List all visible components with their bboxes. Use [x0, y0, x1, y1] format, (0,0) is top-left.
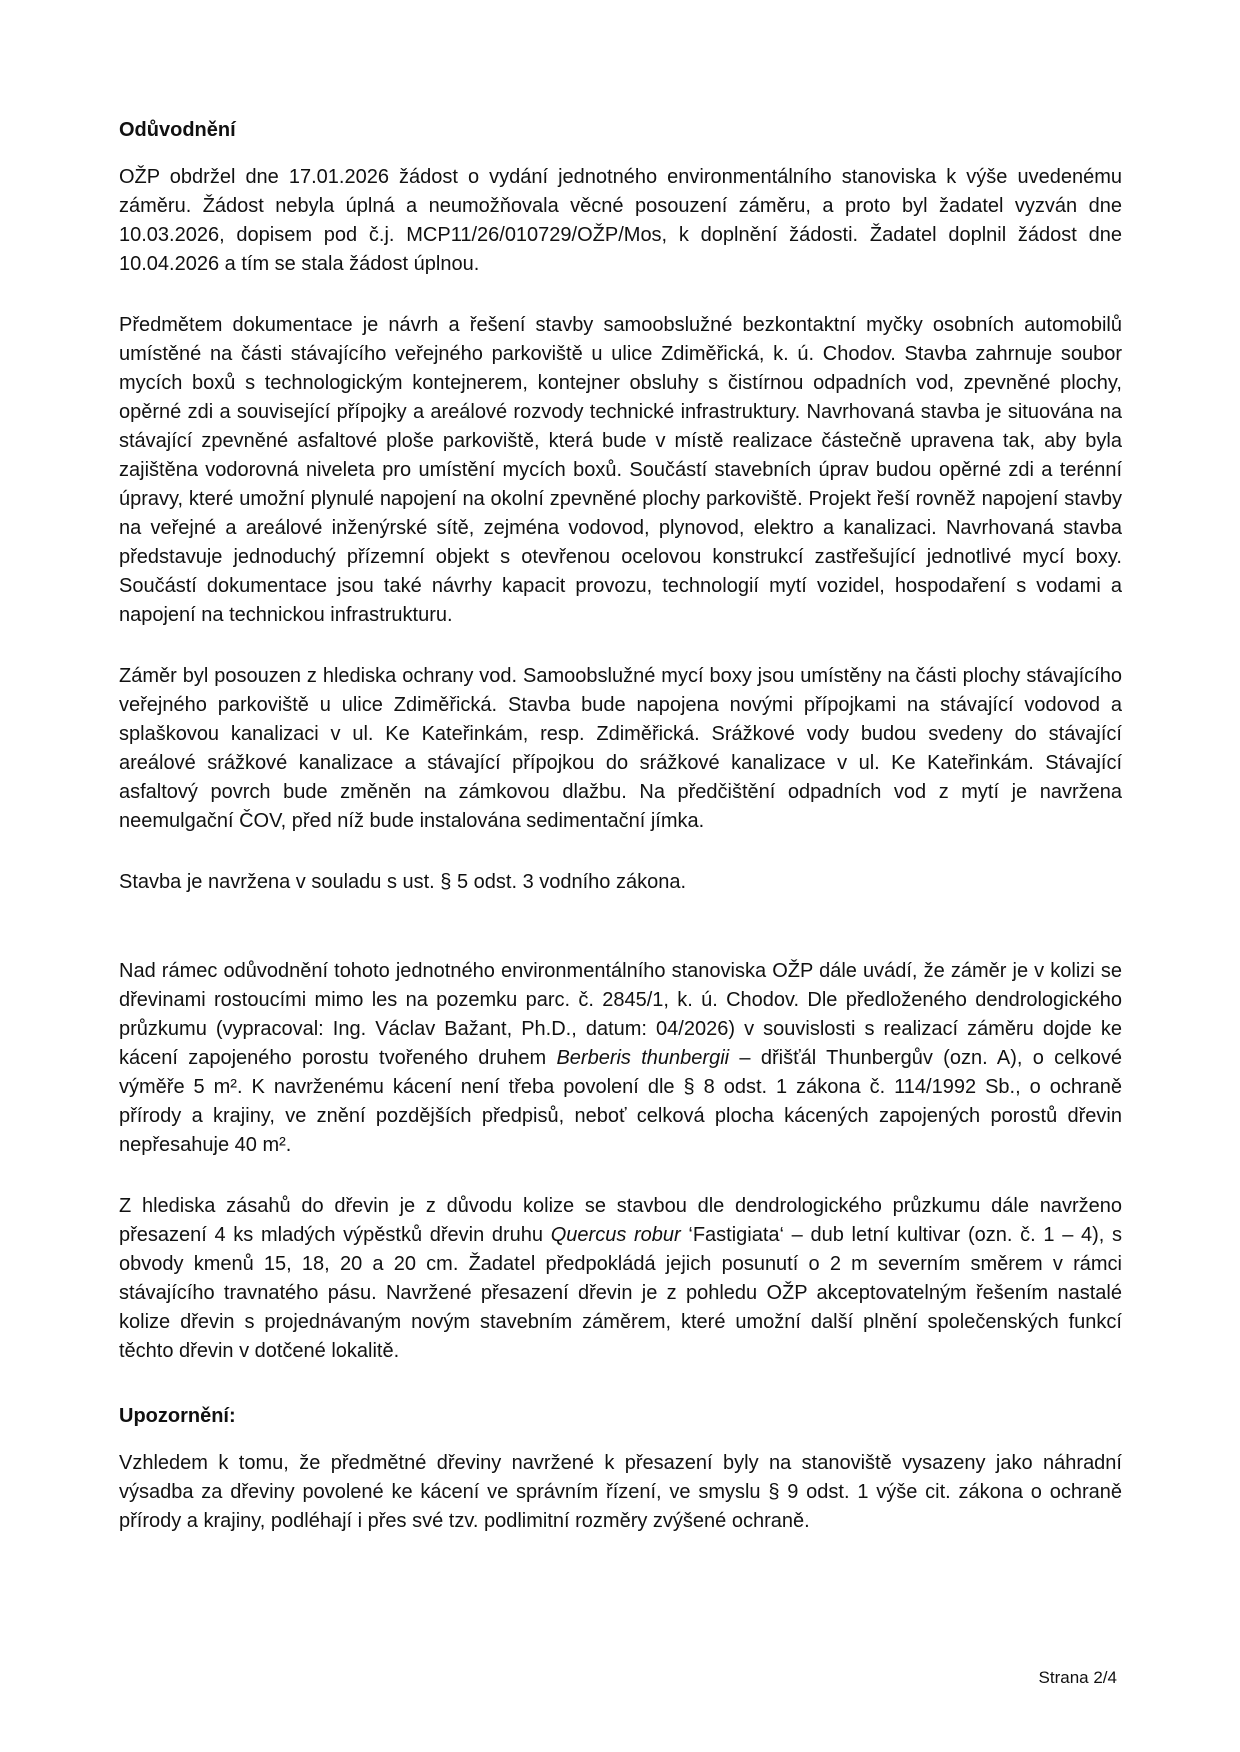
section-heading-upozorneni: Upozornění: [119, 1405, 236, 1427]
paragraph-warning: Vzhledem k tomu, že předmětné dřeviny navržené k přesazení byly na stanoviště vysazeny jako náhradní výsadba za dřeviny povolené ke kácení ve správním řízení, ve smyslu § 9 odst. 1 výše cit. zákona o ochraně přírody a krajiny, podléhají i přes své tzv. podlimitní rozměry zvýšené ochraně. [119, 1452, 1122, 1532]
paragraph-water-law-compliance: Stavba je navržena v souladu s ust. § 5 odst. 3 vodního zákona. [119, 871, 687, 893]
document-page [119, 112, 1122, 1568]
paragraph-project-description: Předmětem dokumentace je návrh a řešení stavby samoobslužné bezkontaktní myčky osobních automobilů umístěné na části stávajícího veřejného parkoviště u ulice Zdiměřická, k. ú. Chodov. Stavba zahrnuje soubor mycích boxů s technologickým kontejnerem, kontejner obsluhy s čistírnou odpadních vod, zpevněné plochy, opěrné zdi a související přípojky a areálové rozvody technické infrastruktury. Navrhovaná stavba je situována na stávající zpevněné asfaltové ploše parkoviště, která bude v místě realizace částečně upravena tak, aby byla zajištěna vodorovná niveleta pro umístění mycích boxů. Součástí stavebních úprav budou opěrné zdi a terénní úpravy, které umožní plynulé napojení na okolní zpevněné plochy parkoviště. Projekt řeší rovněž napojení stavby na veřejné a areálové inženýrské sítě, zejména vodovod, plynovod, elektro a kanalizaci. Navrhovaná stavba představuje jednoduchý přízemní objekt s otevřenou ocelovou konstrukcí zastřešující jednotlivé mycí boxy. Součástí dokumentace jsou také návrhy kapacit provozu, technologií mytí vozidel, hospodaření s vodami a napojení na technickou infrastrukturu. [119, 314, 1122, 626]
paragraph-water-protection: Záměr byl posouzen z hlediska ochrany vod. Samoobslužné mycí boxy jsou umístěny na části plochy stávajícího veřejného parkoviště u ulice Zdiměřická. Stavba bude napojena novými přípojkami na stávající vodovod a splaškovou kanalizaci v ul. Ke Kateřinkám, resp. Zdiměřická. Srážkové vody budou svedeny do stávající areálové srážkové kanalizace a stávající přípojkou do srážkové kanalizace v ul. Ke Kateřinkám. Stávající asfaltový povrch bude změněn na zámkovou dlažbu. Na předčištění odpadních vod z mytí je navržena neemulgační ČOV, před níž bude instalována sedimentační jímka. [119, 665, 1122, 832]
paragraph-tree-felling-text-a: Nad rámec odůvodnění tohoto jednotného environmentálního stanoviska OŽP dále uvádí, že záměr je v kolizi se dřevinami rostoucími mimo les na pozemku parc. č. 2845/1, k. ú. Chodov. Dle předloženého dendrologického průzkumu (vypracoval: Ing. Václav Bažant, Ph.D., datum: 04/2026) v souvislosti s realizací záměru dojde ke kácení zapojeného porostu tvořeného druhem [119, 960, 1122, 1069]
page-number: Strana 2/4 [1038, 1668, 1117, 1687]
paragraph-tree-transplant [119, 1192, 1122, 1366]
paragraph-tree-transplant-text-b: ‘Fastigiata‘ – dub letní kultivar (ozn. č. 1 – 4), s obvody kmenů 15, 18, 20 a 20 cm. Žadatel předpokládá jejich posunutí o 2 m severním směrem v rámci stávajícího travnatého pásu. Navržené přesazení dřevin je z pohledu OŽP akceptovatelným řešením nastalé kolize dřevin s projednávaným novým stavebním záměrem, které umožní další plnění společenských funkcí těchto dřevin v dotčené lokalitě. [119, 1224, 1123, 1362]
species-name-berberis: Berberis thunbergii [556, 1047, 730, 1069]
paragraph-tree-felling [119, 957, 1122, 1160]
paragraph-tree-felling-text-b: – dřišťál Thunbergův (ozn. A), o celkové výměře 5 m². K navrženému kácení není třeba povolení dle § 8 odst. 1 zákona č. 114/1992 Sb., o ochraně přírody a krajiny, ve znění pozdějších předpisů, neboť celková plocha kácených zapojených porostů dřevin nepřesahuje 40 m². [119, 1047, 1122, 1156]
section-heading-oduvodneni: Odůvodnění [119, 119, 236, 141]
species-name-quercus: Quercus robur [550, 1224, 681, 1246]
paragraph-tree-transplant-text-a: Z hlediska zásahů do dřevin je z důvodu kolize se stavbou dle dendrologického průzkumu dále navrženo přesazení 4 ks mladých výpěstků dřevin druhu [119, 1195, 1122, 1246]
paragraph-request-received: OŽP obdržel dne 17.01.2026 žádost o vydání jednotného environmentálního stanoviska k výše uvedenému záměru. Žádost nebyla úplná a neumožňovala věcné posouzení záměru, a proto byl žadatel vyzván dne 10.03.2026, dopisem pod č.j. MCP11/26/010729/OŽP/Mos, k doplnění žádosti. Žadatel doplnil žádost dne 10.04.2026 a tím se stala žádost úplnou. [119, 166, 1122, 275]
